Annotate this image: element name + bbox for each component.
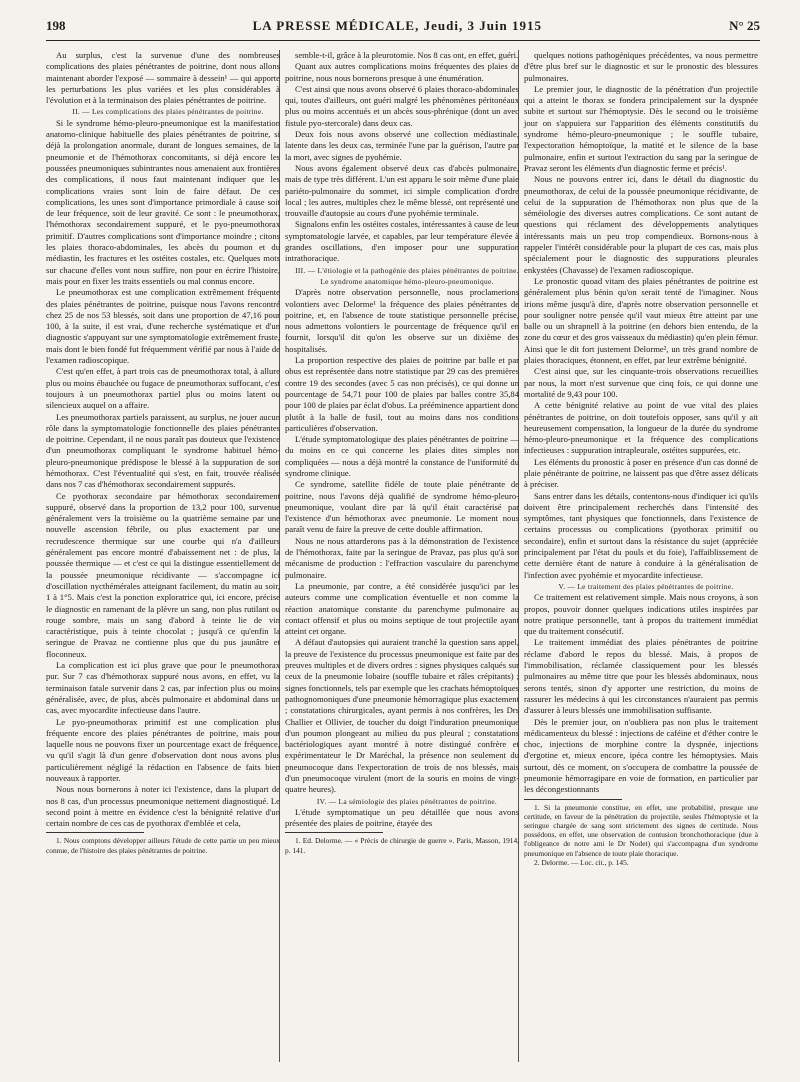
column-2 [285, 50, 519, 855]
paragraph: Nous avons également observé deux cas d'abcès pulmonaire, mais de type très différent. L'un est apparu le soir même d'une plaie pariéto-pulmonaire du sommet, ici simple complication d'ordre local ; les autres, multiples chez le même blessé, ont représenté une trouvaille d'autopsie au cours d'une pyohémie terminale. [285, 162, 519, 219]
paragraph: Au surplus, c'est la survenue d'une des nombreuses complications des plaies pénétrantes de poitrine, dont nous allons maintenant aborder l'exposé — sommaire à dessein¹ — qui apporte les perturbations les plus variées et les plus considérables à l'évolution et à la terminaison des plaies pénétrantes de poitrine. [46, 50, 280, 106]
paragraph: Signalons enfin les ostéites costales, intéressantes à cause de leur symptomatologie larvée, et capables, par leur température élevée à grandes oscillations, d'en imposer pour une suppuration intrathoracique. [285, 219, 519, 264]
footnote: 1. Si la pneumonie constitue, en effet, une probabilité, presque une certitude, en faveur de la pénétration du projectile, seules l'hémoptysie et la seringue chargée de sang sont strictement des signes de certitude. Nous possédons, en effet, une observation de contusion bronchothoracique (due à l'obligeance de notre ami le Dr Nodet) qui s'accompagna d'un syndrome pneumonique en l'absence de toute plaie thoracique. [524, 802, 758, 858]
paragraph: Le pneumothorax est une complication extrêmement fréquente des plaies pénétrantes de poitrine, puisque nous l'avons rencontré chez 25 de nos 53 blessés, soit dans une proportion de 47,16 pour 100, à la suite, il est vrai, d'une recherche systématique et d'un diagnostic s'appuyant sur une symptomatologie extrêmement fruste, mais dont le bien fondé fut fréquemment vérifié par nous à l'aide de l'examen radioscopique. [46, 287, 280, 366]
paragraph: La proportion respective des plaies de poitrine par balle et par obus est représentée dans notre statistique par 29 cas des premières contre 19 des secondes (avec 5 cas non précisés), ce qui donne un pourcentage de 54,71 pour 100 de plaies par balles contre 35,84 pour 100 de plaies par éclat d'obus. La prééminence appartient donc plutôt à la balle de fusil, tout au moins dans nos conditions particulières d'observation. [285, 355, 519, 433]
paragraph: Si le syndrome hémo-pleuro-pneumonique est la manifestation anatomo-clinique habituelle des plaies pénétrantes de poitrine, si déjà la prolongation anormale, durant de longues semaines, de la pneumonie et de l'hémothorax concomitants, si déjà encore les poussées pneumoniques subintrantes nous amenaient aux frontières des complications, il nous faut maintenant indiquer que les complications vraies sont loin de faire défaut. De ces complications, les unes sont d'importance primordiale à cause soit de leur fréquence, soit de leur gravité. Ce sont : le pneumothorax, l'hémothorax secondairement suppuré, et le pyo-pneumothorax primitif. D'autres complications sont d'importance moindre ; citons les plaies thoraco-abdominales, les abcès du poumon et du médiastin, les fractures et les ostéites costales, etc. Quelques mots sur chacune d'elles vont nous suffire, non pour en écrire l'histoire, mais pour en fixer les traits essentiels ou mal connus encore. [46, 117, 280, 286]
paragraph: Nous ne nous attarderons pas à la démonstration de l'existence de l'hémothorax, faite par la seringue de Pravaz, pas plus qu'à son mécanisme de production : l'effraction vasculaire du parenchyme pulmonaire. [285, 535, 519, 580]
paragraph: C'est qu'en effet, à part trois cas de pneumothorax total, à allure plus ou moins ébauchée ou fugace de pneumothorax suffocant, c'est toujours à un pneumothorax partiel plus ou moins latent ou silencieux auquel on a affaire. [46, 366, 280, 411]
paragraph: Ce traitement est relativement simple. Mais nous croyons, à son propos, pouvoir donner quelques indications utiles inspirées par notre pratique personnelle, tant à propos du traitement immédiat que du traitement consécutif. [524, 592, 758, 637]
footnote: 2. Delorme. — Loc. cit., p. 145. [534, 857, 629, 867]
paragraph: quelques notions pathogéniques précédentes, va nous permettre d'être plus bref sur le diagnostic et sur le pronostic des blessures pulmonaires. [524, 50, 758, 83]
paragraph: Le pyo-pneumothorax primitif est une complication plus fréquente encore des plaies pénétrantes de poitrine, mais pour laquelle nous ne pouvons fixer un pourcentage exact de fréquence, vu qu'il s'agit là d'un genre d'observation dont nous avons plus particulièrement négligé la rédaction en l'absence de faits bien nouveaux à rapporter. [46, 716, 280, 783]
paragraph: Sans entrer dans les détails, contentons-nous d'indiquer ici qu'ils doivent être principalement recherchés dans l'intensité des symptômes, tant physiques que fonctionnels, dans l'existence de certains processus ou complications (pyothorax primitif ou secondaire), enfin et surtout dans la résistance du sujet (appréciée principalement par l'état du pouls et du foie), l'affaiblissement de cette dernière étant de nature à conduire à la généralisation de l'infection avec pyohémie et myocardite infectieuse. [524, 490, 758, 580]
column-1 [46, 50, 280, 855]
paragraph: Le traitement immédiat des plaies pénétrantes de poitrine réclame d'abord le repos du blessé. Mais, à propos de l'immobilisation, réclamée classiquement pour les blessés pulmonaires au même titre que pour les blessés abdominaux, nous serons tentés, sinon d'y apporter une restriction, du moins de rassurer les médecins à qui les circonstances n'auraient pas permis d'assurer à leurs blessés une immobilisation suffisante. [524, 637, 758, 716]
paragraph: Les pneumothorax partiels paraissent, au surplus, ne jouer aucun rôle dans la symptomatologie fonctionnelle des plaies pénétrantes de poitrine. Cependant, il ne nous paraît pas douteux que l'existence d'un pneumothorax compliquant le syndrome habituel hémo-pleuro-pneumonique prédispose le blessé à la suppuration de son hémothorax. C'est l'éventualité qui s'est, en fait, trouvée réalisée dans nos 7 cas d'hémothorax secondairement suppurés. [46, 411, 280, 490]
paragraph: A défaut d'autopsies qui auraient tranché la question sans appel, la preuve de l'existence du processus pneumonique est faite par des preuves multiples et de divers ordres : signes physiques calqués sur ceux de la pneumonie lobaire (souffle tubaire et râles crépitants) ; signes fonctionnels, tels par exemple que les crachats hémoptoïques pathognomoniques d'une pneumonie hémorragique plus exactement ; constatations chirurgicales, ayant permis à nos confrères, les Drs Challier et Ollivier, de toucher du doigt l'induration pneumonique d'un poumon plongeant au milieu du pus pleural ; constatations bactériologiques ayant montré à notre distingué confrère et expérimentateur le Dr Maréchal, la présence non seulement du pneumocoque dans l'expectoration de trois de nos blessés, mais d'un pneumocoque virulent (mort de la souris en moins de vingt-quatre heures). [285, 637, 519, 795]
section-heading: IV. — La sémiologie des plaies pénétrantes de poitrine. [316, 796, 498, 806]
footnote-rule [524, 799, 622, 800]
paragraph: Quant aux autres complications moins fréquentes des plaies de poitrine, nous nous bornerons presque à une énumération. [285, 61, 519, 83]
header-rule [46, 40, 760, 41]
paragraph: Dès le premier jour, on n'oubliera pas non plus le traitement médicamenteux du blessé : injections de caféine et d'éther contre le choc, injections de morphine contre la dyspnée, injections d'ergotine et, mieux encore, ipéca contre les hémoptysies. Mais surtout, dès ce moment, on s'occupera de combattre la poussée de pneumonie hémorragipare en voie de formation, en particulier par les décongestionnants [524, 716, 758, 795]
column-3 [524, 50, 758, 867]
paragraph: Les éléments du pronostic à poser en présence d'un cas donné de plaie pénétrante de poitrine, ne laissent pas que d'être assez délicats à préciser. [524, 456, 758, 490]
footnote: 1. Nous comptons développer ailleurs l'étude de cette partie un peu mieux connue, de l'histoire des plaies pénétrantes de poitrine. [46, 836, 280, 855]
paragraph: Ce pyothorax secondaire par hémothorax secondairement suppuré, observé dans la proportion de 13,2 pour 100, survenue généralement vers la troisième ou la quatrième semaine par une nouvelle ascension fébrile, ou plus exactement par une recrudescence thermique sur une courbe qui n'a d'ailleurs généralement pas encore montré d'abaissement net : de plus, la poussée thermique — et c'est ce qui la distingue essentiellement de la poussée pneumonique récidivante — s'accompagne ici d'oscillation nycthémérales atteignant facilement, du matin au soir, 1 à 1°5. Mais c'est la ponction exploratrice qui, ici encore, précise le diagnostic en ramenant de la plèvre un sang, non plus rutilant ou rouge sombre, mais un sang d'abord à teinte lie de vin caractéristique, puis à teinte chocolat ; jusqu'à ce qu'enfin la seringue de Pravaz ne contienne plus que du pus jaunâtre et floconneux. [46, 490, 280, 659]
section-heading: II. — Les complications des plaies pénétrantes de poitrine. [72, 107, 264, 117]
page-header [46, 18, 760, 40]
issue-number: N° 25 [729, 18, 760, 33]
footnote: 1. Ed. Delorme. — « Précis de chirurgie de guerre ». Paris, Masson, 1914, p. 141. [285, 836, 519, 855]
paragraph: D'après notre observation personnelle, nous proclamerions volontiers avec Delorme¹ la fréquence des plaies pénétrantes de poitrine, et, en l'absence de toute statistique personnelle précise, nous admettons volontiers le pourcentage de fréquence qu'il en fournit, lorsqu'il dit qu'on les observe sur un dixième des hospitalisés. [285, 287, 519, 354]
section-heading: III. — L'étiologie et la pathogénie des plaies pénétrantes de poitrine. [295, 265, 519, 275]
footnote-rule [285, 832, 383, 833]
paragraph: La complication est ici plus grave que pour le pneumothorax pur. Sur 7 cas d'hémothorax suppuré nous avons, en effet, vu la terminaison fatale survenir dans 2 cas, par infection plus ou moins généralisée, avec, de plus, abcès pulmonaire et abdominal dans un cas, avec myocardite infectieuse dans l'autre. [46, 660, 280, 716]
journal-title: LA PRESSE MÉDICALE, Jeudi, 3 Juin 1915 [252, 18, 543, 33]
paragraph: Le premier jour, le diagnostic de la pénétration d'un projectile qui a atteint le thorax se fondera principalement sur la dyspnée subite et surtout sur l'hémoptysie. Dès le second ou le troisième jour on s'appuiera sur l'apparition des éléments constitutifs du syndrome hémo-pleuro-pneumonique ; le souffle tubaire, l'expectoration hémoptoïque, la matité et le silence de la base pulmonaire, enfin et surtout l'extraction du sang par la seringue de Pravaz seront les éléments d'un diagnostic ferme et précis¹. [524, 83, 758, 173]
paragraph: L'étude symptomatique un peu détaillée que nous avons présentée des plaies de poitrine, étayée des [285, 806, 519, 829]
paragraph: Nous nous bornerons à noter ici l'existence, dans la plupart de nos 8 cas, d'un processus pneumonique nettement diagnostiqué. Le second point à mettre en évidence c'est la bénignité relative d'un certain nombre de ces cas de pyothorax d'emblée et cela, [46, 784, 280, 829]
page-number: 198 [46, 18, 66, 33]
paragraph: A cette bénignité relative au point de vue vital des plaies pénétrantes de poitrine, on doit toutefois opposer, sans qu'il y ait heureusement compensation, la longueur de la durée du syndrome hémo-pleuro-pneumonique et la fréquence des complications infectieuses : suppuration intrapleurale, ostéites suppurées, etc. [524, 400, 758, 456]
paragraph: Nous ne pouvons entrer ici, dans le détail du diagnostic du pneumothorax, de celui de la poussée pneumonique récidivante, de celui de la suppuration de l'hémothorax non plus que de la séméiologie des diverses autres complications. Ce sont autant de questions qui réclament des développements analytiques intéressants mais un peu trop compendieux. Bornons-nous à rappeler l'intérêt considérable pour la plupart de ces cas, mais plus spécialement pour le diagnostic des suppurations pleurales enkystées (Chavasse) de l'examen radioscopique. [524, 174, 758, 275]
paragraph: C'est ainsi que, sur les cinquante-trois observations recueillies par nous, la mort n'est survenue que cinq fois, ce qui donne une mortalité de 9,43 pour 100. [524, 366, 758, 399]
section-heading: V. — Le traitement des plaies pénétrantes de poitrine. [558, 581, 734, 591]
paragraph: C'est ainsi que nous avons observé 6 plaies thoraco-abdominales qui, toutes d'ailleurs, ont guéri malgré les phénomènes péritonéaux plus ou moins accentués et un abcès sous-phrénique (dont un avec fistule pyo-stercorale) dans deux cas. [285, 83, 519, 128]
paragraph: semble-t-il, grâce à la pleurotomie. Nos 8 cas ont, en effet, guéri. [295, 50, 519, 60]
paragraph: L'étude symptomatologique des plaies pénétrantes de poitrine — du moins en ce qui concerne les plaies dites simples non compliquées — nous a déjà montré la constance de l'uniformité du syndrome clinique. [285, 434, 519, 478]
subsection-heading: Le syndrome anatomique hémo-pleuro-pneumonique. [320, 276, 494, 286]
footnote-rule [46, 832, 144, 833]
paragraph: La pneumonie, par contre, a été considérée jusqu'ici par les auteurs comme une complication éventuelle et non comme la réaction anatomique constante du parenchyme pulmonaire au contact offensif et plus ou moins septique de tout projectile ayant atteint cet organe. [285, 580, 519, 637]
paragraph: Le pronostic quoad vitam des plaies pénétrantes de poitrine est généralement plus bénin qu'on serait tenté de l'imaginer. Nous irions même jusqu'à dire, d'après notre observation personnelle et pour souligner notre pensée qu'il vaut mieux être atteint par une balle ou un shrapnell à la poitrine (en dehors bien entendu, de la zone du cœur et des gros vaisseaux du médiastin) qu'en plein fémur. Ainsi que le dit fort justement Delorme², un très grand nombre de plaies thoraciques, étonnent, en effet, par leur extrême bénignité. [524, 275, 758, 366]
paragraph: Deux fois nous avons observé une collection médiastinale, latente dans les deux cas, terminée l'une par la guérison, l'autre par la mort, avec signes de pyohémie. [285, 129, 519, 162]
paragraph: Ce syndrome, satellite fidèle de toute plaie pénétrante de poitrine, nous l'avons déjà qualifié de syndrome hémo-pleuro-pneumonique, voulant dire par là qu'il était caractérisé par l'existence d'un hémothorax avec pneumonie. Le moment nous paraît venu de faire la preuve de cette double affirmation. [285, 479, 519, 535]
